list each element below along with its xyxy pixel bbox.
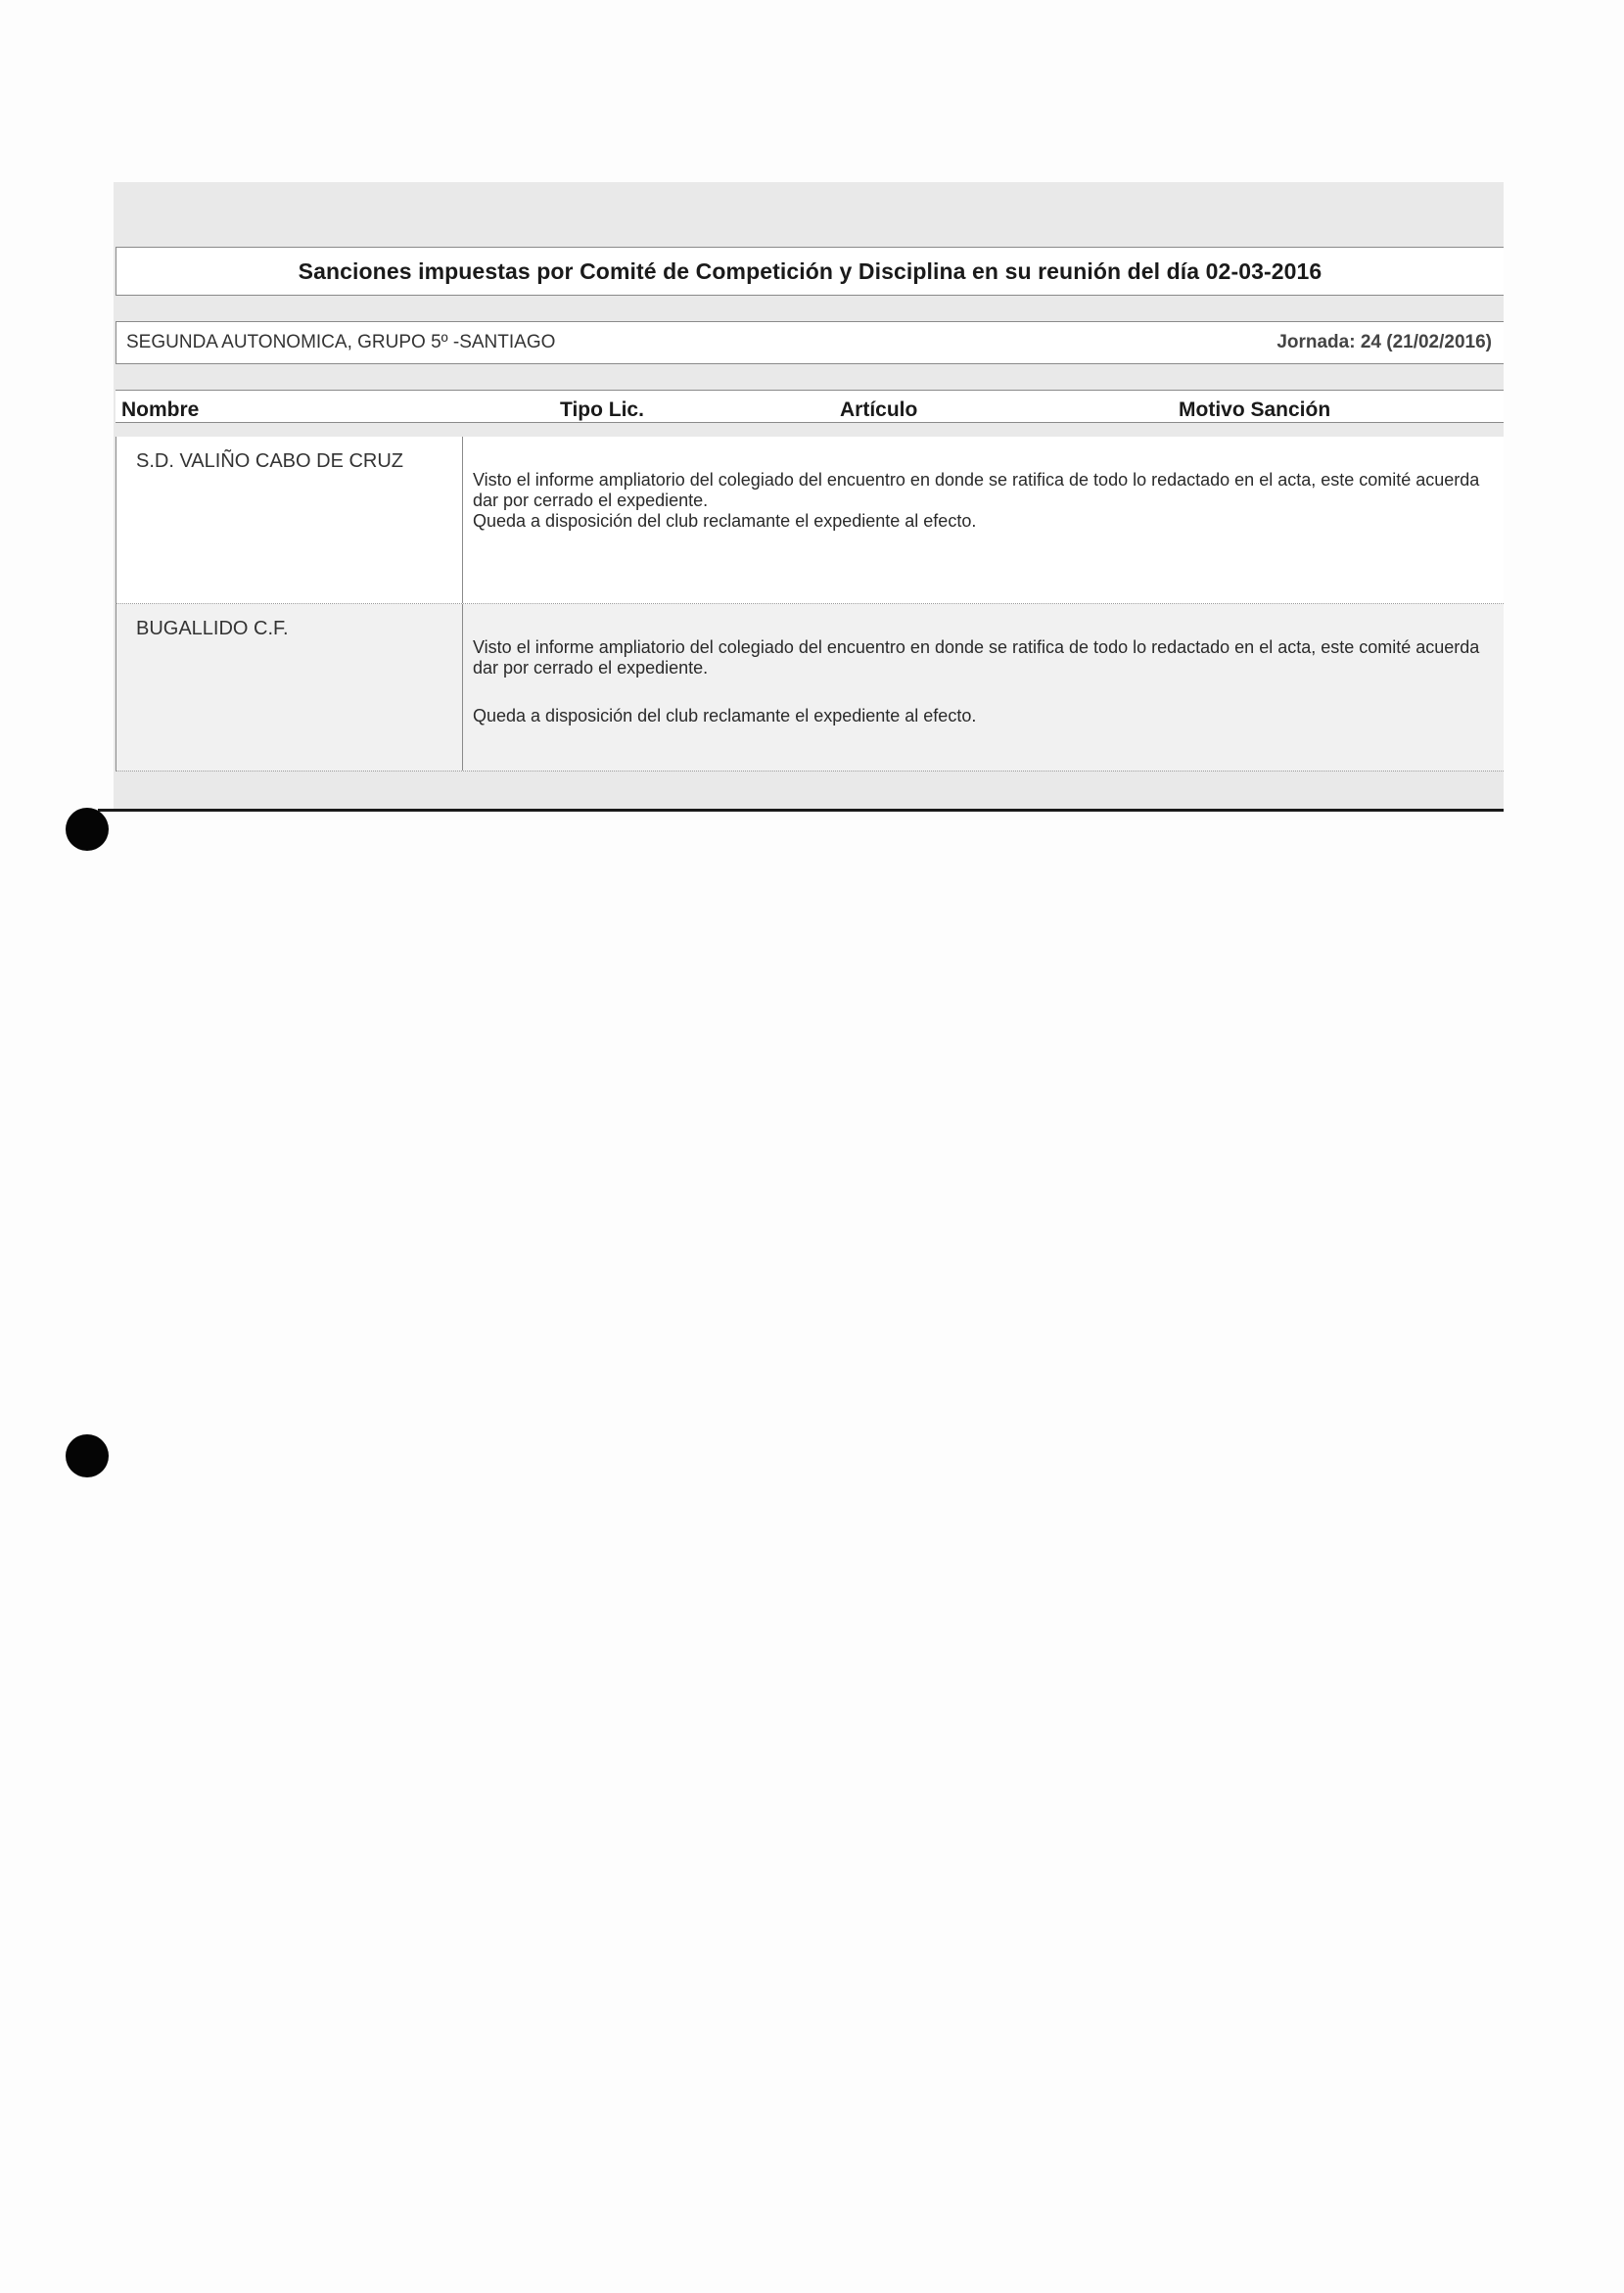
motivo-paragraph: Queda a disposición del club reclamante el expediente al efecto. <box>473 706 977 725</box>
motivo-paragraph: Visto el informe ampliatorio del colegiado del encuentro en donde se ratifica de todo lo redactado en el acta, este comité acuerda dar por cerrado el expediente. <box>473 637 1480 678</box>
sanctions-sheet <box>114 182 1504 809</box>
jornada-label: Jornada: 24 (21/02/2016) <box>1276 332 1492 352</box>
group-name: SEGUNDA AUTONOMICA, GRUPO 5º -SANTIAGO <box>126 332 556 352</box>
punch-hole <box>66 808 109 851</box>
table-row <box>116 437 1504 604</box>
row-motivo-cell <box>463 604 1504 771</box>
table-row <box>116 604 1504 772</box>
column-header-nombre: Nombre <box>121 398 200 421</box>
row-name: S.D. VALIÑO CABO DE CRUZ <box>136 450 404 472</box>
row-name-cell <box>116 437 463 603</box>
row-name-cell <box>116 604 463 771</box>
column-header-motivo: Motivo Sanción <box>1179 398 1331 421</box>
motivo-paragraph: Queda a disposición del club reclamante el expediente al efecto. <box>473 511 977 531</box>
page-title: Sanciones impuestas por Comité de Competición y Disciplina en su reunión del día 02-03-2016 <box>298 257 1322 284</box>
column-header-tipo-lic: Tipo Lic. <box>560 398 644 421</box>
motivo-paragraph: Visto el informe ampliatorio del colegiado del encuentro en donde se ratifica de todo lo redactado en el acta, este comité acuerda dar por cerrado el expediente. <box>473 470 1480 510</box>
group-header <box>116 321 1504 364</box>
title-box <box>116 247 1504 296</box>
table-header <box>116 390 1504 423</box>
column-header-articulo: Artículo <box>840 398 918 421</box>
row-motivo-cell <box>463 437 1504 603</box>
bottom-rule <box>98 809 1504 812</box>
punch-hole <box>66 1434 109 1477</box>
row-name: BUGALLIDO C.F. <box>136 618 289 639</box>
